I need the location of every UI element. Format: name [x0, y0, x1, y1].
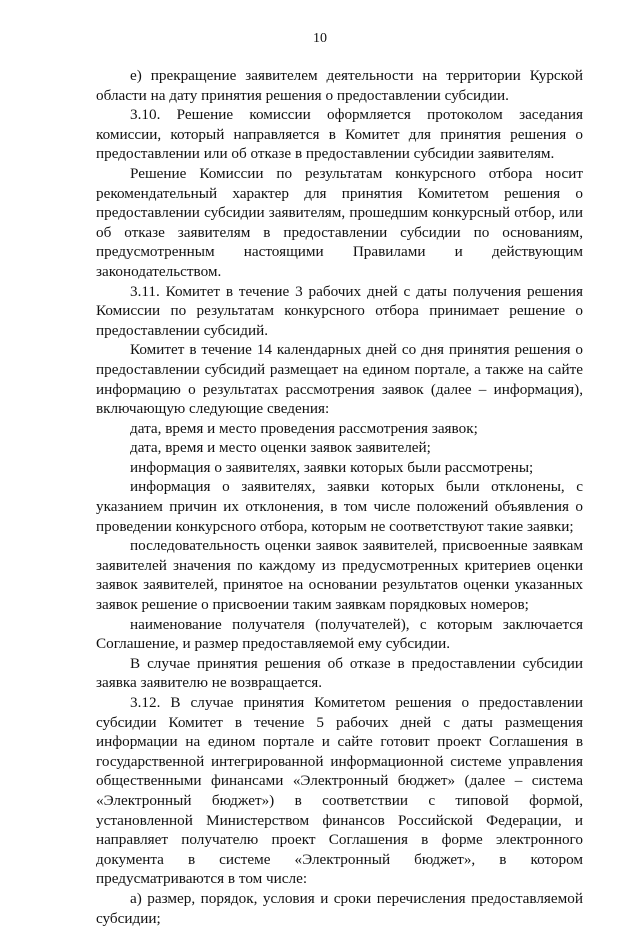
list-item-rejected-applicants: информация о заявителях, заявки которых были отклонены, с указанием причин их отклонения, в том числе положений объявления о проведении конкурсного отбора, которым не соответствуют такие заявки;: [96, 478, 583, 535]
paragraph-3-11: 3.11. Комитет в течение 3 рабочих дней с даты получения решения Комиссии по результатам конкурсного отбора принимает решение о предоставлении субсидий.: [96, 282, 583, 339]
list-item-recipient: наименование получателя (получателей), с которым заключается Соглашение, и размер предоставляемой ему субсидии.: [96, 615, 583, 653]
paragraph-refusal: В случае принятия решения об отказе в предоставлении субсидии заявка заявителю не возвращается.: [96, 654, 583, 692]
paragraph-e-termination: е) прекращение заявителем деятельности на территории Курской области на дату принятия решения о предоставлении субсидии.: [96, 67, 583, 104]
list-item-review-date: дата, время и место проведения рассмотрения заявок;: [130, 419, 478, 437]
list-item-evaluation-date: дата, время и место оценки заявок заявителей;: [130, 439, 431, 457]
page-number: 10: [313, 31, 327, 46]
paragraph-commission-decision: Решение Комиссии по результатам конкурсного отбора носит рекомендательный характер для принятия Комитетом решения о предоставлении субсидии заявителям, прошедшим конкурсный отбор, или об отказе заявителям в предоставлении субсидии по основаниям, предусмотренным настоящими Правилами и действующим законодательством.: [96, 164, 583, 280]
document-body: [96, 66, 583, 928]
paragraph-3-10: 3.10. Решение комиссии оформляется протоколом заседания комиссии, который направляется в Комитет для принятия решения о предоставлении или об отказе в предоставлении субсидии заявителям.: [96, 106, 583, 163]
paragraph-3-12: 3.12. В случае принятия Комитетом решения о предоставлении субсидии Комитет в течение 5 рабочих дней с даты размещения информации на едином портале и сайте готовит проект Соглашения в государственной интегрированной информационной системе управления общественными финансами «Электронный бюджет» (далее – система «Электронный бюджет») в соответствии с типовой формой, установленной Министерством финансов Российской Федерации, и направляет получателю проект Соглашения в форме электронного документа в системе «Электронный бюджет», в котором предусматриваются в том числе:: [96, 694, 583, 888]
paragraph-publication: Комитет в течение 14 календарных дней со дня принятия решения о предоставлении субсидий размещает на едином портале, а также на сайте информацию о результатах рассмотрения заявок (далее – информация), включающую следующие сведения:: [96, 341, 583, 418]
list-item-evaluation-sequence: последовательность оценки заявок заявителей, присвоенные заявкам заявителей значения по каждому из предусмотренных критериев оценки заявок заявителей, принятое на основании результатов оценки указанных заявок решение о присвоении таким заявкам порядковых номеров;: [96, 537, 583, 614]
list-item-reviewed-applicants: информация о заявителях, заявки которых были рассмотрены;: [130, 458, 534, 476]
paragraph-a-amount: а) размер, порядок, условия и сроки перечисления предоставляемой субсидии;: [96, 889, 583, 927]
